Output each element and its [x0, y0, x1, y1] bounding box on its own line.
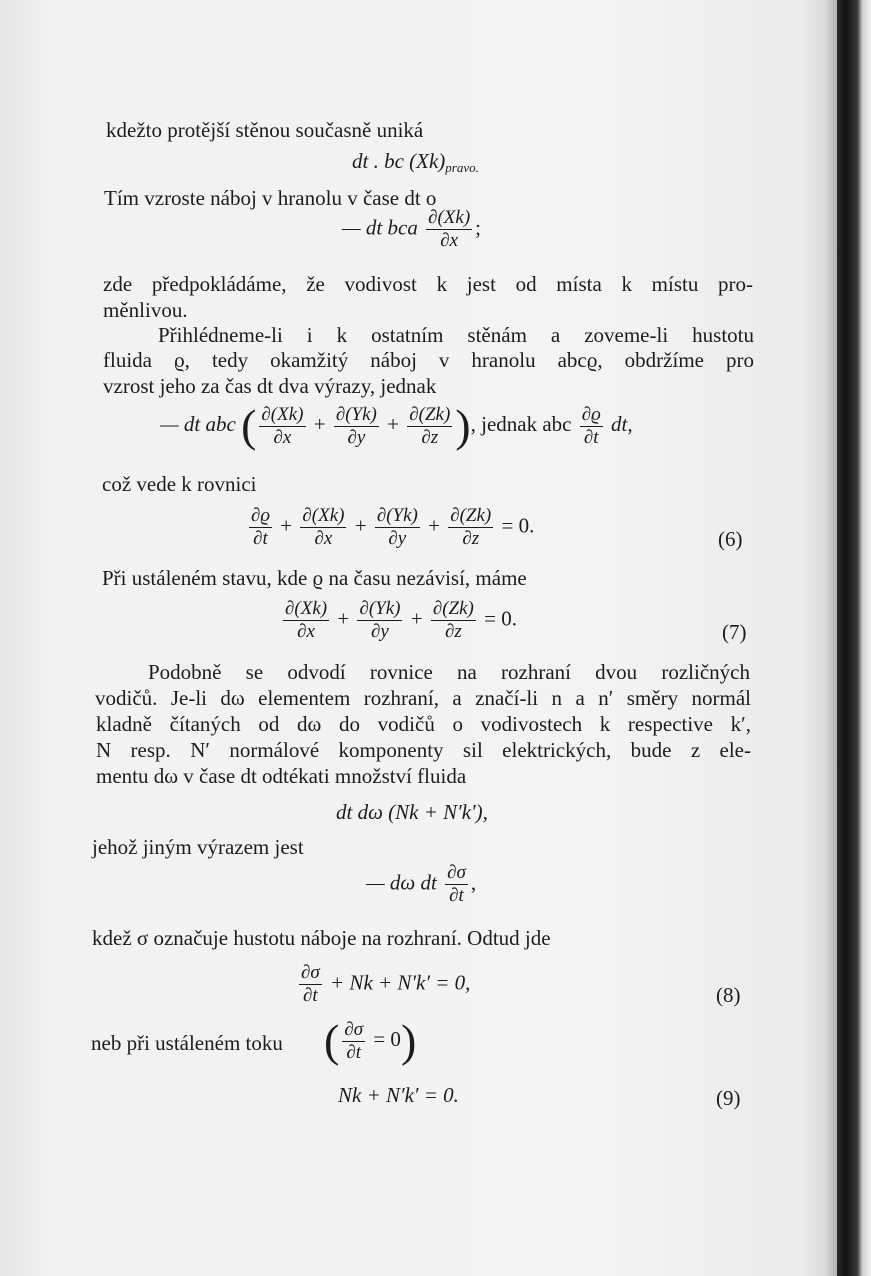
text-line: zde předpokládáme, že vodivost k jest od místa k místu pro-	[103, 272, 753, 296]
equation-a-main: dt . bc (Xk)	[352, 149, 446, 173]
text-line: což vede k rovnici	[102, 472, 257, 496]
fraction-numerator: ∂ϱ	[581, 403, 601, 425]
equation-e-end: ,	[470, 870, 477, 895]
fraction	[426, 207, 472, 252]
equation-number-7: (7)	[722, 620, 747, 644]
fraction-numerator: ∂σ	[344, 1018, 364, 1040]
equation-number-8: (8)	[716, 983, 741, 1007]
text-line: fluida ϱ, tedy okamžitý náboj v hranolu abcϱ, obdržíme pro	[103, 348, 754, 372]
equation-c-end: dt,	[611, 411, 633, 436]
right-paren: )	[400, 1015, 417, 1066]
text-line: mentu dω v čase dt odtékati množství fluida	[96, 764, 467, 788]
equation-b-left: — dt bca	[342, 215, 418, 240]
equation-b	[342, 207, 481, 252]
fraction-numerator: ∂(Xk)	[261, 403, 304, 425]
equation-9: Nk + N′k′ = 0.	[338, 1083, 459, 1107]
equation-f-rest: = 0	[373, 1026, 401, 1051]
fraction-numerator: ∂(Yk)	[359, 598, 401, 619]
fraction-numerator: ∂(Xk)	[285, 598, 328, 619]
fraction-denominator: ∂t	[346, 1041, 362, 1063]
equation-e-left: — dω dt	[366, 870, 437, 895]
equation-number-9: (9)	[716, 1086, 741, 1110]
equation-e	[366, 862, 476, 907]
text-line: neb při ustáleném toku	[91, 1031, 283, 1055]
fraction-numerator: ∂ϱ	[251, 505, 271, 526]
fraction	[357, 598, 402, 643]
equation-a	[352, 149, 479, 176]
fraction-denominator: ∂t	[583, 426, 599, 448]
fraction	[334, 404, 379, 449]
text-line: vzrost jeho za čas dt dva výrazy, jednak	[103, 374, 437, 398]
text-line: Tím vzroste náboj v hranolu v čase dt o	[104, 186, 437, 210]
text-line: Přihlédneme-li i k ostatním stěnám a zoveme-li hustotu	[158, 323, 754, 347]
fraction-numerator: ∂(Zk)	[432, 598, 474, 619]
equation-b-end: ;	[475, 215, 482, 240]
right-paren: )	[455, 400, 471, 451]
fraction-denominator: ∂x	[273, 426, 292, 448]
equation-6-end: = 0.	[501, 513, 535, 538]
fraction	[448, 505, 493, 550]
fraction-denominator: ∂x	[440, 230, 459, 251]
fraction-denominator: ∂z	[462, 528, 480, 549]
fraction-numerator: ∂(Yk)	[335, 403, 377, 425]
fraction	[580, 404, 603, 449]
text-line: Podobně se odvodí rovnice na rozhraní dvou rozličných	[148, 660, 750, 684]
fraction	[299, 962, 322, 1007]
text-line: N resp. N′ normálové komponenty sil elektrických, bude z ele-	[96, 738, 751, 762]
fraction-numerator: ∂σ	[447, 862, 466, 883]
fraction	[342, 1019, 365, 1064]
fraction-denominator: ∂z	[421, 426, 439, 448]
fraction-numerator: ∂(Zk)	[450, 505, 492, 526]
equation-d: dt dω (Nk + N′k′),	[336, 800, 488, 824]
fraction	[300, 505, 346, 550]
text-line: vodičů. Je-li dω elementem rozhraní, a značí-li n a n′ směry normál	[95, 686, 751, 710]
fraction-denominator: ∂t	[253, 528, 268, 549]
equation-7-end: = 0.	[484, 606, 517, 631]
equation-f	[324, 1015, 417, 1066]
equation-number-6: (6)	[718, 527, 743, 551]
fraction	[375, 505, 420, 550]
equation-8-rest: + Nk + N′k′ = 0,	[330, 970, 471, 995]
equation-c-left: — dt abc	[160, 411, 236, 436]
text-line: kdežto protější stěnou současně uniká	[106, 118, 424, 142]
text-line: měnlivou.	[103, 298, 188, 322]
fraction	[249, 505, 272, 550]
fraction-denominator: ∂y	[347, 426, 366, 448]
fraction	[431, 598, 476, 643]
fraction-numerator: ∂(Xk)	[302, 505, 345, 526]
equation-a-subscript: pravo.	[445, 160, 479, 175]
fraction-denominator: ∂x	[314, 528, 333, 549]
fraction	[283, 598, 329, 643]
fraction-denominator: ∂t	[449, 885, 464, 906]
equation-6: $\frac{\partial ϱ}{\partial t}$ + $\frac{\partial(Xk)}{\partial x}$ + $\frac{\partial(Yk)}{\partial y}$ + $\frac{\partial(Zk)}{\partial z}$ = 0.	[251, 505, 535, 549]
fraction-numerator: ∂(Xk)	[428, 207, 471, 228]
fraction	[445, 862, 468, 907]
equation-c-mid: , jednak abc	[470, 411, 572, 436]
fraction-numerator: ∂(Yk)	[376, 505, 418, 526]
fraction-denominator: ∂t	[303, 985, 318, 1006]
equation-c: — dt abc ( $\frac{\partial(Xk)}{\partial x}$ + $\frac{\partial(Yk)}{\partial y}$ + $\frac{\partial(Zk)}{\partial z}$ ), jednak abc $\frac{\partial ϱ}{\partial t}$ dt,	[160, 400, 633, 451]
left-paren: (	[324, 1015, 340, 1066]
fraction-numerator: ∂σ	[301, 962, 320, 983]
fraction	[259, 404, 305, 449]
text-line: kdež σ označuje hustotu náboje na rozhraní. Odtud jde	[92, 926, 551, 950]
text-line: kladně čítaných od dω do vodičů o vodivostech k respective k′,	[96, 712, 751, 736]
text-line: Při ustáleném stavu, kde ϱ na času nezávisí, máme	[102, 566, 527, 590]
left-paren: (	[241, 400, 257, 451]
page-gutter-shadow	[825, 0, 837, 1276]
fraction-numerator: ∂(Zk)	[409, 403, 451, 425]
equation-8	[296, 962, 470, 1007]
fraction-denominator: ∂y	[371, 621, 389, 642]
fraction	[407, 404, 452, 449]
fraction-denominator: ∂y	[388, 528, 407, 549]
book-spine	[837, 0, 871, 1276]
equation-7: $\frac{\partial(Xk)}{\partial x}$ + $\frac{\partial(Yk)}{\partial y}$ + $\frac{\partial(Zk)}{\partial z}$ = 0.	[285, 598, 517, 642]
text-line: jehož jiným výrazem jest	[92, 835, 304, 859]
fraction-denominator: ∂z	[444, 621, 462, 642]
fraction-denominator: ∂x	[297, 621, 315, 642]
